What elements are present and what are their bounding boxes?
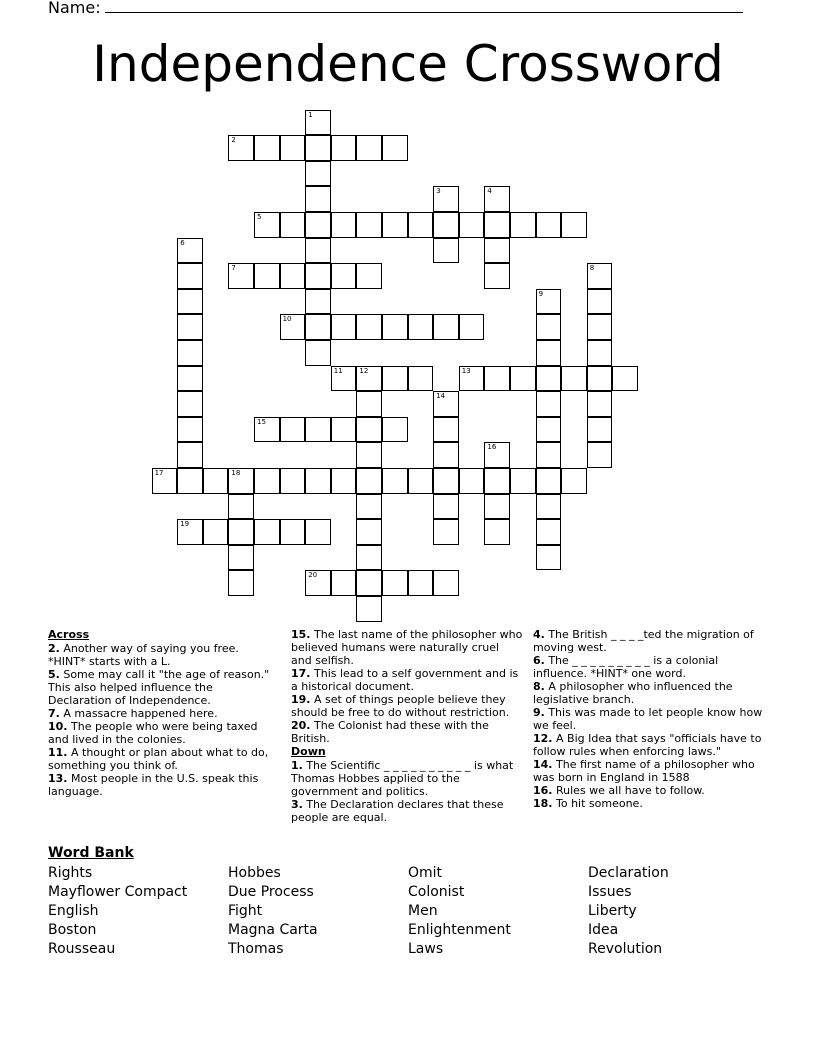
grid-cell[interactable] [305,212,331,238]
grid-cell[interactable] [433,417,459,443]
down-clue [533,732,769,758]
grid-cell[interactable] [484,263,510,289]
grid-cell[interactable] [459,314,485,340]
grid-cell[interactable] [356,417,382,443]
grid-cell[interactable] [254,263,280,289]
grid-cell[interactable] [433,519,459,545]
clue-number: 18 [231,469,241,477]
grid-cell[interactable] [331,366,357,392]
grid-cell[interactable] [305,570,331,596]
grid-cell[interactable] [536,366,562,392]
clue-number: 15. [291,628,311,641]
clue-number: 6. [533,654,545,667]
grid-cell[interactable] [331,468,357,494]
across-clue [48,772,278,798]
grid-cell[interactable] [587,314,613,340]
clue-number: 2 [231,136,236,145]
grid-cell[interactable] [331,570,357,596]
grid-cell[interactable] [305,468,331,494]
grid-cell[interactable] [356,314,382,340]
grid-cell[interactable] [228,135,254,161]
clue-number: 16 [487,443,497,452]
across-clue [48,668,278,707]
grid-cell[interactable] [228,519,254,545]
grid-cell[interactable] [536,519,562,545]
grid-cell[interactable] [280,212,306,238]
word-bank-item: Fight [228,903,263,919]
word-bank-title: Word Bank [48,845,134,861]
grid-cell[interactable] [561,212,587,238]
clue-number: 14 [436,392,446,401]
clue-number: 12. [533,732,553,745]
clue-number: 20. [291,719,311,732]
grid-cell[interactable] [280,263,306,289]
clue-number: 3. [291,798,303,811]
grid-cell[interactable] [484,366,510,392]
word-bank-item: Thomas [228,941,284,957]
word-bank-item: Due Process [228,884,314,900]
grid-cell[interactable] [356,391,382,417]
across-clue [291,719,523,745]
grid-cell[interactable] [331,263,357,289]
down-clue [533,797,769,810]
grid-cell[interactable] [254,212,280,238]
down-clue [291,798,523,824]
word-bank-column-3 [408,864,511,959]
grid-cell[interactable] [280,468,306,494]
clue-number: 8. [533,680,545,693]
word-bank-item: Revolution [588,941,663,957]
grid-cell[interactable] [536,340,562,366]
down-clue [533,654,769,680]
clue-number: 13. [48,772,68,785]
clue-text: The Scientific _ _ _ _ _ _ _ _ _ _ is what Thomas Hobbes applied to the government and politics. [291,759,514,798]
across-clue [48,642,278,668]
grid-cell[interactable] [228,263,254,289]
grid-cell[interactable] [356,135,382,161]
grid-cell[interactable] [305,135,331,161]
grid-cell[interactable] [587,391,613,417]
clue-number: 12 [359,366,369,375]
grid-cell[interactable] [510,468,536,494]
across-clue [291,693,523,719]
clue-number: 17 [154,469,164,477]
grid-cell[interactable] [510,212,536,238]
grid-cell[interactable] [433,442,459,468]
word-bank-item: Boston [48,922,97,938]
grid-cell[interactable] [177,468,203,494]
grid-cell[interactable] [203,519,229,545]
down-header: Down [291,745,326,758]
down-clue [533,706,769,732]
word-bank-item: Enlightenment [408,922,511,938]
word-bank-column-2 [228,864,318,959]
clue-number: 4 [487,187,492,196]
clue-text: A massacre happened here. [59,707,218,720]
grid-cell[interactable] [382,314,408,340]
grid-cell[interactable] [536,212,562,238]
grid-cell[interactable] [254,468,280,494]
down-clue [533,758,769,784]
grid-cell[interactable] [305,263,331,289]
grid-cell[interactable] [356,494,382,520]
grid-cell[interactable] [433,468,459,494]
grid-cell[interactable] [305,519,331,545]
clue-number: 3 [436,187,441,196]
grid-cell[interactable] [356,570,382,596]
word-bank-item: Liberty [588,903,637,919]
grid-cell[interactable] [228,494,254,520]
grid-cell[interactable] [356,468,382,494]
grid-cell[interactable] [587,366,613,392]
grid-cell[interactable] [408,314,434,340]
word-bank-item: English [48,903,99,919]
grid-cell[interactable] [152,468,178,494]
grid-cell[interactable] [177,263,203,289]
word-bank-item: Mayflower Compact [48,884,188,900]
grid-cell[interactable] [177,391,203,417]
grid-cell[interactable] [536,442,562,468]
clue-number: 7 [231,264,236,273]
down-clue [533,680,769,706]
clue-text: This was made to let people know how we feel. [533,706,763,732]
clue-text: The Colonist had these with the British. [291,719,489,745]
grid-cell[interactable] [203,468,229,494]
down-clue [533,628,769,654]
clue-text: The _ _ _ _ _ _ _ _ _ is a colonial influence. *HINT* one word. [533,654,719,680]
clue-number: 15 [257,417,266,426]
across-header: Across [48,628,90,641]
across-clue [291,628,523,667]
word-bank-item: Laws [408,941,444,957]
clue-number: 7. [48,707,60,720]
word-bank-item: Issues [588,884,632,900]
clues-column-1 [48,628,278,798]
grid-cell[interactable] [484,212,510,238]
grid-cell[interactable] [484,238,510,264]
clue-number: 13 [461,366,471,375]
grid-cell[interactable] [587,442,613,468]
clue-number: 1 [308,110,313,119]
clue-number: 19 [180,520,190,529]
grid-cell[interactable] [280,135,306,161]
grid-cell[interactable] [254,135,280,161]
clue-text: The Declaration declares that these people are equal. [291,798,504,824]
grid-cell[interactable] [228,545,254,571]
clue-number: 11 [333,366,343,375]
grid-cell[interactable] [587,417,613,443]
grid-cell[interactable] [305,289,331,315]
grid-cell[interactable] [356,596,382,622]
clue-number: 2. [48,642,60,655]
down-clue [533,784,769,797]
grid-cell[interactable] [587,340,613,366]
across-clue [291,667,523,693]
word-bank-item: Rousseau [48,941,116,957]
clue-text: A thought or plan about what to do, something you think of. [48,746,269,772]
clue-number: 10 [282,315,292,324]
grid-cell[interactable] [459,366,485,392]
grid-cell[interactable] [305,186,331,212]
clue-text: A philosopher who influenced the legislative branch. [533,680,733,706]
grid-cell[interactable] [331,212,357,238]
grid-cell[interactable] [305,417,331,443]
grid-cell[interactable] [536,391,562,417]
grid-cell[interactable] [382,212,408,238]
grid-cell[interactable] [305,161,331,187]
clue-number: 19. [291,693,311,706]
clue-number: 5. [48,668,60,681]
grid-cell[interactable] [177,314,203,340]
grid-cell[interactable] [536,417,562,443]
grid-cell[interactable] [484,494,510,520]
grid-cell[interactable] [356,442,382,468]
grid-cell[interactable] [177,340,203,366]
grid-cell[interactable] [228,468,254,494]
grid-cell[interactable] [280,519,306,545]
grid-cell[interactable] [331,314,357,340]
grid-cell[interactable] [561,468,587,494]
grid-cell[interactable] [228,570,254,596]
grid-cell[interactable] [587,289,613,315]
clue-text: Another way of saying you free. *HINT* starts with a L. [48,642,239,668]
clue-text: To hit someone. [552,797,643,810]
clue-number: 6 [180,238,185,247]
grid-cell[interactable] [177,519,203,545]
word-bank-item: Hobbes [228,865,281,881]
word-bank-item: Men [408,903,438,919]
grid-cell[interactable] [280,314,306,340]
grid-cell[interactable] [382,570,408,596]
grid-cell[interactable] [587,263,613,289]
word-bank-item: Colonist [408,884,465,900]
grid-cell[interactable] [536,494,562,520]
grid-cell[interactable] [433,494,459,520]
clue-number: 9 [538,289,544,298]
word-bank-item: Declaration [588,865,669,881]
grid-cell[interactable] [484,519,510,545]
clue-text: Some may call it "the age of reason." This also helped influence the Declaration of Independence. [48,668,270,707]
grid-cell[interactable] [356,545,382,571]
grid-cell[interactable] [356,263,382,289]
clues-column-3 [533,628,769,810]
grid-cell[interactable] [356,366,382,392]
grid-cell[interactable] [305,110,331,136]
clue-number: 16. [533,784,553,797]
grid-cell[interactable] [305,238,331,264]
clue-text: Rules we all have to follow. [552,784,705,797]
page-title: Independence Crossword [92,35,724,93]
grid-cell[interactable] [305,314,331,340]
clue-number: 4. [533,628,545,641]
clue-text: The people who were being taxed and lived in the colonies. [48,720,258,746]
grid-cell[interactable] [177,366,203,392]
grid-cell[interactable] [433,212,459,238]
clue-number: 10. [48,720,68,733]
grid-cell[interactable] [433,314,459,340]
clue-number: 18. [533,797,553,810]
word-bank-column-1 [48,864,187,959]
down-clue [291,759,523,798]
grid-cell[interactable] [536,289,562,315]
word-bank-item: Idea [588,922,619,938]
name-field[interactable] [48,0,743,17]
grid-cell[interactable] [280,417,306,443]
grid-cell[interactable] [536,468,562,494]
clue-number: 9. [533,706,545,719]
clue-number: 11. [48,746,68,759]
clue-number: 14. [533,758,553,771]
grid-cell[interactable] [356,519,382,545]
grid-cell[interactable] [612,366,638,392]
clue-number: 17. [291,667,311,680]
clues-column-2 [291,628,523,824]
across-clue [48,720,278,746]
clue-number: 20 [308,571,318,580]
clue-text: A set of things people believe they should be free to do without restriction. [291,693,510,719]
across-clue [48,707,278,720]
grid-cell[interactable] [356,212,382,238]
clue-text: A Big Idea that says "officials have to follow rules when enforcing laws." [533,732,762,758]
clue-text: The last name of the philosopher who believed humans were naturally cruel and selfish. [291,628,523,667]
clue-number: 8 [589,264,595,273]
grid-cell[interactable] [484,442,510,468]
clue-number: 5 [257,213,262,221]
name-label: Name: [48,0,101,17]
grid-cell[interactable] [305,340,331,366]
word-bank-item: Magna Carta [228,922,318,938]
grid-cell[interactable] [254,519,280,545]
grid-cell[interactable] [177,417,203,443]
clue-text: The first name of a philosopher who was born in England in 1588 [533,758,755,784]
grid-cell[interactable] [433,391,459,417]
grid-cell[interactable] [408,366,434,392]
grid-cell[interactable] [459,212,485,238]
name-blank-line[interactable] [105,0,743,13]
clue-number: 1. [291,759,303,772]
grid-cell[interactable] [433,186,459,212]
grid-cell[interactable] [484,186,510,212]
word-bank-item: Rights [48,865,93,881]
grid-cell[interactable] [408,468,434,494]
grid-cell[interactable] [536,314,562,340]
grid-cell[interactable] [382,468,408,494]
grid-cell[interactable] [433,238,459,264]
grid-cell[interactable] [408,570,434,596]
grid-cell[interactable] [484,468,510,494]
grid-cell[interactable] [561,366,587,392]
grid-cell[interactable] [382,135,408,161]
grid-cell[interactable] [331,135,357,161]
grid-cell[interactable] [433,570,459,596]
grid-cell[interactable] [177,238,203,264]
grid-cell[interactable] [408,212,434,238]
word-bank-item: Omit [408,865,443,881]
clue-text: The British _ _ _ _ted the migration of moving west. [533,628,754,654]
clue-text: Most people in the U.S. speak this language. [48,772,259,798]
grid-cell[interactable] [382,366,408,392]
word-bank-column-4 [588,864,669,959]
grid-cell[interactable] [331,417,357,443]
grid-cell[interactable] [382,417,408,443]
grid-cell[interactable] [177,442,203,468]
grid-cell[interactable] [254,417,280,443]
grid-cell[interactable] [510,366,536,392]
clue-text: This lead to a self government and is a historical document. [291,667,519,693]
grid-cell[interactable] [459,468,485,494]
grid-cell[interactable] [536,545,562,571]
grid-cell[interactable] [177,289,203,315]
across-clue [48,746,278,772]
